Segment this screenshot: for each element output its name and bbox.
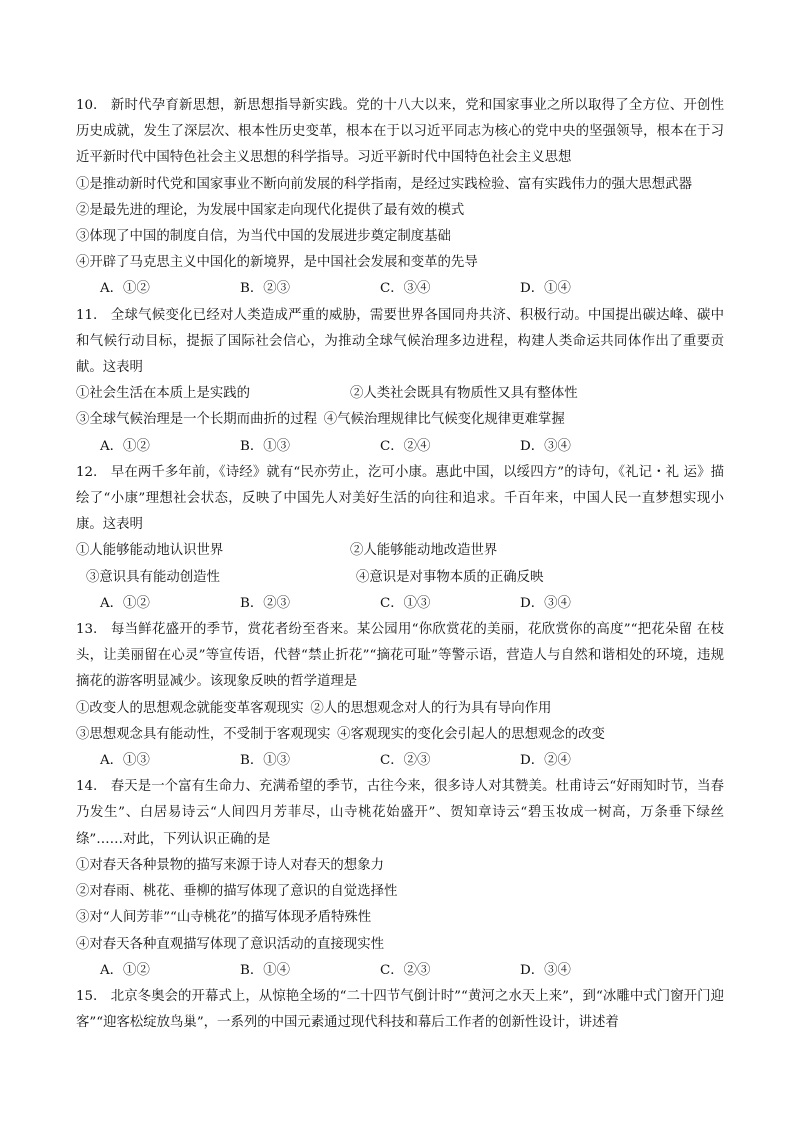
option-a: A．①② <box>100 438 150 454</box>
question-13 <box>76 617 724 774</box>
statement: ④对春天各种直观描写体现了意识活动的直接现实性 <box>76 936 384 952</box>
question-15 <box>76 984 724 1036</box>
question-stem: 15. 北京冬奥会的开幕式上，从惊艳全场的“二十四节气倒计时”“黄河之水天上来”，到“冰雕中式门窗开门迎客”“迎客松绽放鸟巢”，一系列的中国元素通过现代科技和幕后工作者的创新性设计，讲述着 <box>76 988 724 1031</box>
statement: ②人类社会既具有物质性又具有整体性 <box>350 386 578 402</box>
option-b: B．①④ <box>240 962 291 978</box>
statement: ①是推动新时代党和国家事业不断向前发展的科学指南，是经过实践检验、富有实践伟力的强大思想武器 <box>76 176 692 192</box>
option-b: B．①③ <box>240 438 291 454</box>
question-stem: 11. 全球气候变化已经对人类造成严重的威胁，需要世界各国同舟共济、积极行动。中国提出碳达峰、碳中和气候行动目标，提振了国际社会信心，为推动全球气候治理多边进程，构建人类命运共同体作出了重要贡献。这表明 <box>76 307 724 376</box>
option-d: D．③④ <box>520 438 571 454</box>
option-c: C．①③ <box>380 595 431 611</box>
option-d: D．③④ <box>520 962 571 978</box>
option-a: A．①② <box>100 281 150 297</box>
answer-options <box>76 591 724 617</box>
option-b: B．②③ <box>240 595 291 611</box>
answer-options <box>76 958 724 984</box>
option-d: D．③④ <box>520 595 571 611</box>
statement: ①人能够能动地认识世界 <box>76 543 224 559</box>
option-a: A．①② <box>100 962 150 978</box>
statement: ③全球气候治理是一个长期而曲折的过程 ④气候治理规律比气候变化规律更难掌握 <box>76 412 565 428</box>
statement: ②人能够能动地改造世界 <box>350 543 498 559</box>
statement-row <box>76 538 724 564</box>
option-a: A．①③ <box>100 753 150 769</box>
statement: ①对春天各种景物的描写来源于诗人对春天的想象力 <box>76 857 384 873</box>
option-c: C．③④ <box>380 281 431 297</box>
option-d: D．②④ <box>520 753 571 769</box>
statement: ①改变人的思想观念就能变革客观现实 ②人的思想观念对人的行为具有导向作用 <box>76 700 552 716</box>
option-c: C．②④ <box>380 438 431 454</box>
statement: ②是最先进的理论，为发展中国家走向现代化提供了最有效的模式 <box>76 202 465 218</box>
statement: ④开辟了马克思主义中国化的新境界，是中国社会发展和变革的先导 <box>76 255 478 271</box>
question-stem: 14. 春天是一个富有生命力、充满希望的季节，古往今来，很多诗人对其赞美。杜甫诗云“好雨知时节，当春乃发生”、白居易诗云“人间四月芳菲尽，山寺桃花始盛开”、贺知章诗云“碧玉妆成一树高，万条垂下绿丝绦”……对此，下列认识正确的是 <box>76 779 724 847</box>
option-a: A．①② <box>100 595 150 611</box>
option-d: D．①④ <box>520 281 571 297</box>
statement-row <box>76 381 724 407</box>
question-11 <box>76 303 724 460</box>
question-stem: 13. 每当鲜花盛开的季节，赏花者纷至沓来。某公园用“你欣赏花的美丽，花欣赏你的高度”“把花朵留 在枝头，让美丽留在心灵”等宣传语，代替“禁止折花”“摘花可耻”等警示语，营造人与自然和谐相处的环境，违规摘花的游客明显减少。该现象反映的哲学道理是 <box>76 622 724 690</box>
statement: ④意识是对事物本质的正确反映 <box>356 569 544 585</box>
statement: ③思想观念具有能动性，不受制于客观现实 ④客观现实的变化会引起人的思想观念的改变 <box>76 726 605 742</box>
statement: ②对春雨、桃花、垂柳的描写体现了意识的自觉选择性 <box>76 884 398 900</box>
question-14 <box>76 774 724 984</box>
option-b: B．①③ <box>240 753 291 769</box>
question-10 <box>76 93 724 303</box>
answer-options <box>76 434 724 460</box>
statement: ③体现了中国的制度自信，为当代中国的发展进步奠定制度基础 <box>76 229 451 245</box>
question-12 <box>76 460 724 617</box>
answer-options <box>76 748 724 774</box>
statement: ③意识具有能动创造性 <box>86 569 220 585</box>
statement: ③对“人间芳菲”“山寺桃花”的描写体现矛盾特殊性 <box>76 910 372 926</box>
question-list <box>76 93 724 1036</box>
option-b: B．②③ <box>240 281 291 297</box>
option-c: C．②③ <box>380 753 431 769</box>
option-c: C．②③ <box>380 962 431 978</box>
statement: ①社会生活在本质上是实践的 <box>76 386 251 402</box>
question-stem: 10. 新时代孕育新思想，新思想指导新实践。党的十八大以来，党和国家事业之所以取得了全方位、开创性历史成就，发生了深层次、根本性历史变革，根本在于以习近平同志为核心的党中央的坚强领导，根本在于习近平新时代中国特色社会主义思想的科学指导。习近平新时代中国特色社会主义思想 <box>76 98 724 166</box>
question-stem: 12. 早在两千多年前，《诗经》就有“民亦劳止，汔可小康。惠此中国，以绥四方”的诗句，《礼记・礼 运》描绘了“小康”理想社会状态，反映了中国先人对美好生活的向往和追求。千百年来，中国人民一直梦想实现小康。这表明 <box>76 464 724 533</box>
statement-row <box>76 565 724 591</box>
answer-options <box>76 276 724 302</box>
